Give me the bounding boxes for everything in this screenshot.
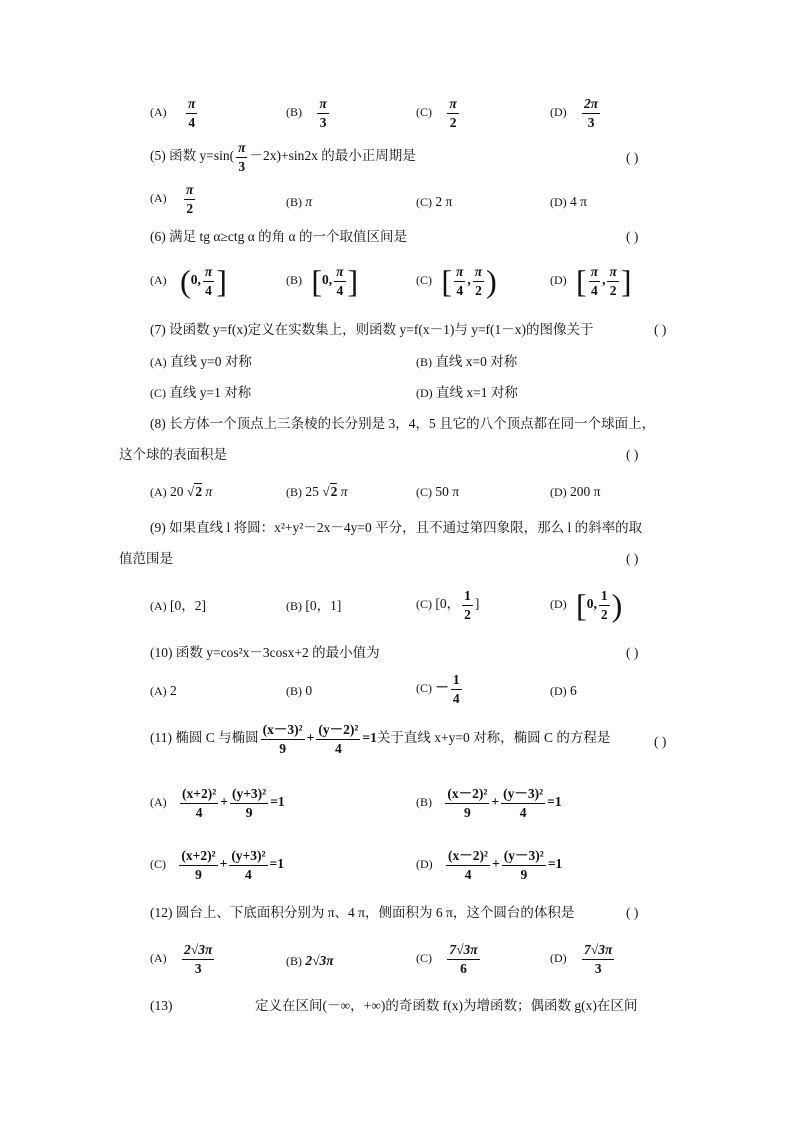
q7-option-b: (B) 直线 x=0 对称 <box>416 354 518 369</box>
q12-option-d: (D) $\frac{7√3\pi}{3}$ <box>550 942 613 976</box>
q11-stem: (11) 椭圆 C 与椭圆 $\frac{\text{(x－3)²}}{9}$ + $\frac{\text{(y－2)²}}{4}$ =1关于直线 x+y=0 对称，椭圆 C 的方程是 <box>150 722 611 756</box>
q6-option-d: (D) [ $\frac{\pi}{4}$ , $\frac{\pi}{2}$ ] <box>550 263 632 300</box>
q11-option-d: (D) $\frac{\text{(x－2)²}}{4}$ + $\frac{\text{(y－3)²}}{9}$ =1 <box>416 848 563 882</box>
q6-option-c: (C) [ $\frac{\pi}{4}$ , $\frac{\pi}{2}$ ) <box>416 263 497 300</box>
q13-stem: 定义在区间(－∞，+∞)的奇函数 f(x)为增函数；偶函数 g(x)在区间 <box>255 998 638 1013</box>
q12-option-c: (C) $\frac{7√3\pi}{6}$ <box>416 942 478 976</box>
q11-option-c: (C) $\frac{\text{(x+2)²}}{9}$ + $\frac{\text{(y+3)²}}{4}$ =1 <box>150 848 284 882</box>
q10-option-a: (A) 2 <box>150 683 177 698</box>
q5-option-b: (B) π <box>286 194 313 209</box>
q5-option-a: (A) $\frac{\pi}{2}$ <box>150 182 194 216</box>
q6-option-b: (B) [0, $\frac{\pi}{4}$ ] <box>286 263 359 300</box>
q5-option-c: (C) 2 π <box>416 194 453 209</box>
q8-stem-line1: (8) 长方体一个顶点上三条棱的长分别是 3，4，5 且它的八个顶点都在同一个球面上， <box>150 416 656 431</box>
q7-stem: (7) 设函数 y=f(x)定义在实数集上，则函数 y=f(x－1)与 y=f(1－x)的图像关于 <box>150 322 594 337</box>
q6-option-a: (A) (0, $\frac{\pi}{4}$ ] <box>150 263 227 300</box>
q12-option-b: (B) 2√3π <box>286 953 334 968</box>
q8-stem-line2: 这个球的表面积是 <box>119 447 227 462</box>
q10-option-d: (D) 6 <box>550 683 577 698</box>
q7-option-a: (A) 直线 y=0 对称 <box>150 354 252 369</box>
q4-option-a: (A) $\frac{\pi}{4}$ <box>150 96 196 130</box>
q6-answer-paren: ( ) <box>626 229 639 244</box>
q10-option-c: (C) － $\frac{1}{4}$ <box>416 672 460 706</box>
q10-option-b: (B) 0 <box>286 683 313 698</box>
q11-answer-paren: ( ) <box>654 734 667 749</box>
q9-option-b: (B) [0，1] <box>286 598 342 613</box>
q9-stem-line2: 值范围是 <box>119 551 173 566</box>
q9-option-a: (A) [0，2] <box>150 598 207 613</box>
q11-option-a: (A) $\frac{\text{(x+2)²}}{4}$ + $\frac{\text{(y+3)²}}{9}$ =1 <box>150 786 285 820</box>
q9-option-d: (D) [0, $\frac{1}{2}$ ) <box>550 587 623 624</box>
q5-option-d: (D) 4 π <box>550 194 587 209</box>
q8-option-d: (D) 200 π <box>550 484 601 499</box>
q6-stem: (6) 满足 tg α≥ctg α 的角 α 的一个取值区间是 <box>150 229 407 244</box>
q9-answer-paren: ( ) <box>626 551 639 566</box>
q10-answer-paren: ( ) <box>626 645 639 660</box>
q4-option-b: (B) $\frac{\pi}{3}$ <box>286 96 327 130</box>
q9-option-c: (C) [0， $\frac{1}{2}$ ] <box>416 588 480 622</box>
q12-answer-paren: ( ) <box>626 905 639 920</box>
q12-option-a: (A) $\frac{2√3\pi}{3}$ <box>150 942 213 976</box>
q9-stem-line1: (9) 如果直线 l 将圆：x²+y²－2x－4y=0 平分，且不通过第四象限，那么 l 的斜率的取 <box>150 520 643 535</box>
q8-option-a: (A) 20 √2 π <box>150 484 213 499</box>
q5-stem: (5) 函数 y=sin( $\frac{\pi}{3}$ －2x)+sin2x 的最小正周期是 <box>150 140 416 174</box>
q7-option-d: (D) 直线 x=1 对称 <box>416 385 518 400</box>
q10-stem: (10) 函数 y=cos²x－3cosx+2 的最小值为 <box>150 645 380 660</box>
q8-option-c: (C) 50 π <box>416 484 460 499</box>
q11-option-b: (B) $\frac{\text{(x－2)²}}{9}$ + $\frac{\text{(y－3)²}}{4}$ =1 <box>416 786 562 820</box>
q7-option-c: (C) 直线 y=1 对称 <box>150 385 252 400</box>
q12-stem: (12) 圆台上、下底面积分别为 π、4 π，侧面积为 6 π，这个圆台的体积是 <box>150 905 575 920</box>
q7-answer-paren: ( ) <box>654 322 667 337</box>
q4-option-d: (D) $\frac{2\pi}{3}$ <box>550 96 599 130</box>
q5-answer-paren: ( ) <box>626 150 639 165</box>
q8-answer-paren: ( ) <box>626 447 639 462</box>
q4-option-c: (C) $\frac{\pi}{2}$ <box>416 96 457 130</box>
q8-option-b: (B) 25 √2 π <box>286 484 348 499</box>
q13-label: (13) <box>150 998 173 1013</box>
